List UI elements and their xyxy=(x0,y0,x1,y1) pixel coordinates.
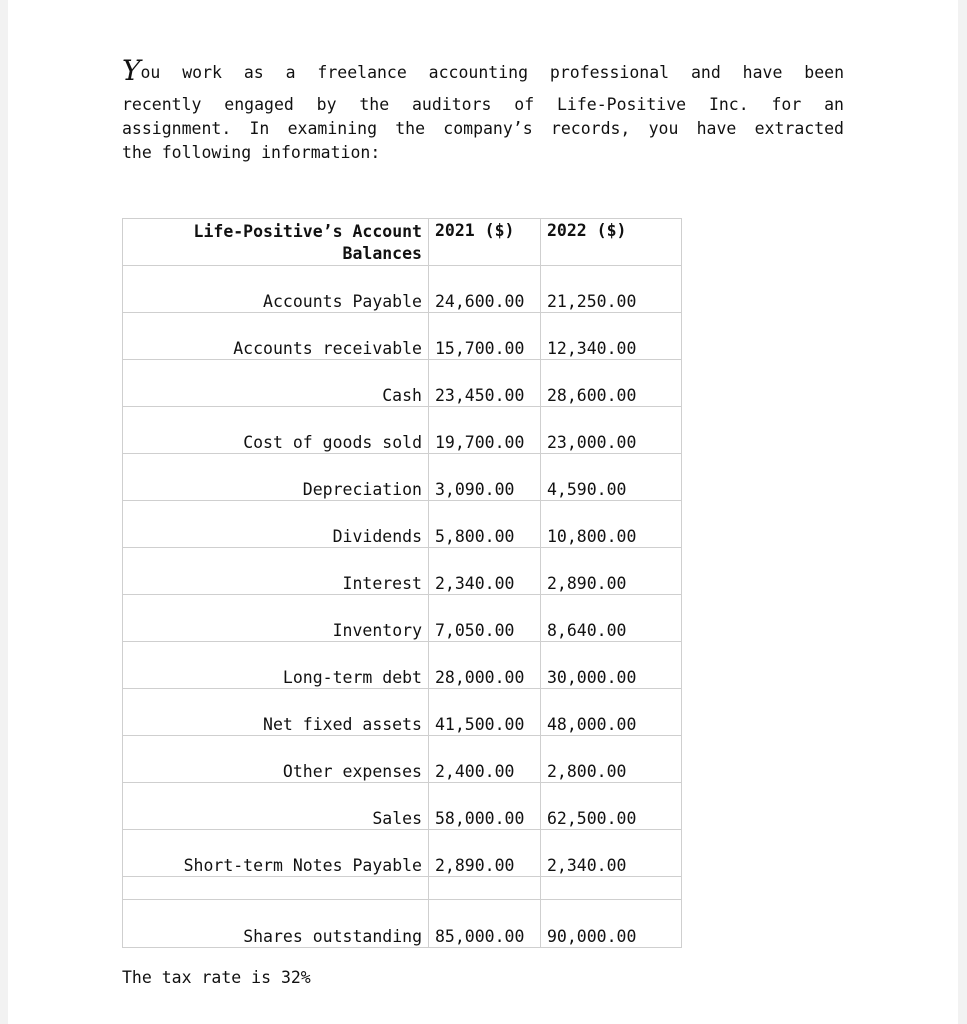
table-header-row xyxy=(123,219,682,266)
intro-line-3: assignment. In examining the company’s records, you have extracted xyxy=(122,119,844,138)
table-row xyxy=(123,454,682,501)
value-2022: 4,590.00 xyxy=(541,454,682,501)
value-2021: 85,000.00 xyxy=(429,900,541,948)
value-2022: 90,000.00 xyxy=(541,900,682,948)
row-label: Net fixed assets xyxy=(123,689,429,736)
value-2022: 10,800.00 xyxy=(541,501,682,548)
table-row xyxy=(123,736,682,783)
account-balances-table xyxy=(122,218,682,948)
row-label: Accounts Payable xyxy=(123,266,429,313)
row-label: Inventory xyxy=(123,595,429,642)
value-2021: 23,450.00 xyxy=(429,360,541,407)
header-label: Life-Positive’s Account Balances xyxy=(123,219,429,266)
value-2021: 58,000.00 xyxy=(429,783,541,830)
intro-line-1-text: ou work as a freelance accounting professional and have been xyxy=(140,63,844,82)
row-label: Sales xyxy=(123,783,429,830)
row-label: Long-term debt xyxy=(123,642,429,689)
table-row xyxy=(123,548,682,595)
value-2022: 2,800.00 xyxy=(541,736,682,783)
tax-rate-note: The tax rate is 32% xyxy=(122,968,311,987)
table-row xyxy=(123,266,682,313)
row-label: Dividends xyxy=(123,501,429,548)
table-row xyxy=(123,501,682,548)
value-2022: 30,000.00 xyxy=(541,642,682,689)
table-row xyxy=(123,783,682,830)
value-2022: 48,000.00 xyxy=(541,689,682,736)
value-2021: 15,700.00 xyxy=(429,313,541,360)
table-row xyxy=(123,830,682,877)
table-spacer-row xyxy=(123,877,682,900)
value-2021: 28,000.00 xyxy=(429,642,541,689)
value-2021: 7,050.00 xyxy=(429,595,541,642)
value-2022: 2,890.00 xyxy=(541,548,682,595)
value-2021: 2,400.00 xyxy=(429,736,541,783)
value-2021: 3,090.00 xyxy=(429,454,541,501)
row-label: Interest xyxy=(123,548,429,595)
intro-paragraph xyxy=(122,54,844,165)
table-row-shares xyxy=(123,900,682,948)
value-2021: 19,700.00 xyxy=(429,407,541,454)
intro-line-4: the following information: xyxy=(122,143,381,162)
row-label: Cost of goods sold xyxy=(123,407,429,454)
value-2021: 24,600.00 xyxy=(429,266,541,313)
table-row xyxy=(123,407,682,454)
value-2021: 5,800.00 xyxy=(429,501,541,548)
intro-line-2: recently engaged by the auditors of Life-Positive Inc. for an xyxy=(122,95,844,114)
value-2022: 28,600.00 xyxy=(541,360,682,407)
table-row xyxy=(123,360,682,407)
table-row xyxy=(123,313,682,360)
table-row xyxy=(123,595,682,642)
header-2021: 2021 ($) xyxy=(429,219,541,266)
value-2022: 12,340.00 xyxy=(541,313,682,360)
row-label: Depreciation xyxy=(123,454,429,501)
row-label: Other expenses xyxy=(123,736,429,783)
row-label: Cash xyxy=(123,360,429,407)
value-2022: 21,250.00 xyxy=(541,266,682,313)
row-label: Accounts receivable xyxy=(123,313,429,360)
header-2022: 2022 ($) xyxy=(541,219,682,266)
table-row xyxy=(123,642,682,689)
value-2022: 23,000.00 xyxy=(541,407,682,454)
document-page xyxy=(8,0,958,1024)
value-2021: 2,340.00 xyxy=(429,548,541,595)
table-row xyxy=(123,689,682,736)
value-2021: 41,500.00 xyxy=(429,689,541,736)
row-label: Short-term Notes Payable xyxy=(123,830,429,877)
drop-cap: Y xyxy=(122,54,141,87)
row-label: Shares outstanding xyxy=(123,900,429,948)
value-2022: 2,340.00 xyxy=(541,830,682,877)
value-2022: 62,500.00 xyxy=(541,783,682,830)
intro-line-1 xyxy=(122,54,844,93)
value-2022: 8,640.00 xyxy=(541,595,682,642)
value-2021: 2,890.00 xyxy=(429,830,541,877)
